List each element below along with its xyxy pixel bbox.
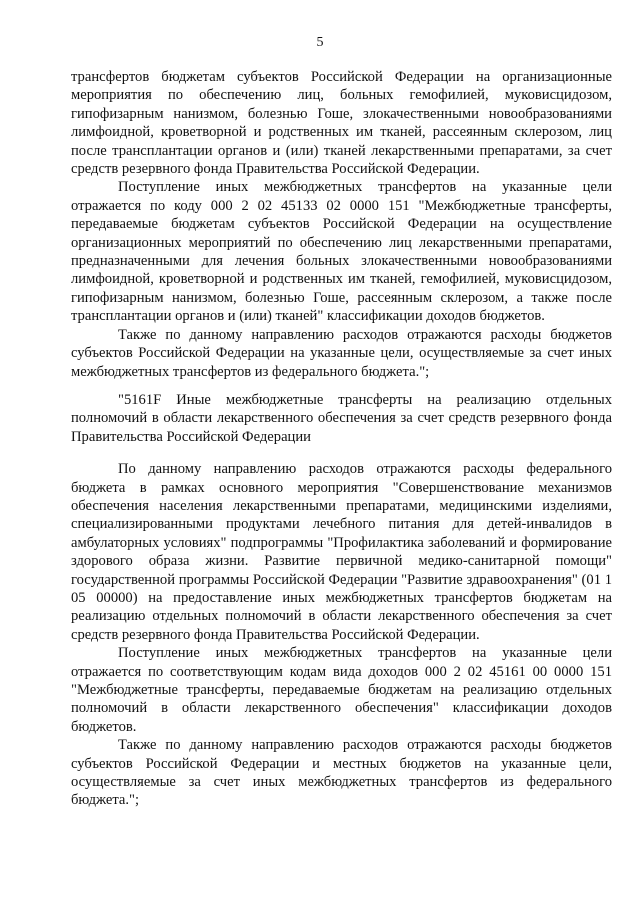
paragraph-section-heading-5161F: "5161F Иные межбюджетные трансферты на реализацию отдельных полномочий в области лекарственного обеспечения за счет средств резервного фонда Правительства Российской Федерации bbox=[71, 391, 612, 445]
paragraph-continuation: трансфертов бюджетам субъектов Российской Федерации на организационные мероприятия по обеспечению лиц, больных гемофилией, муковисцидозом, гипофизарным нанизмом, болезнью Гоше, злокачественными новообразованиями лимфоидной, кроветворной и родственных им тканей, рассеянным склерозом, лиц после трансплантации органов и (или) тканей лекарственными препаратами, за счет средств резервного фонда Правительства Российской Федерации. bbox=[71, 69, 612, 178]
paragraph-federal-expenses: По данному направлению расходов отражаются расходы федерального бюджета в рамках основного мероприятия "Совершенствование механизмов обеспечения населения лекарственными препаратами, медицинскими изделиями, специализированными продуктами лечебного питания для детей-инвалидов в амбулаторных условиях" подпрограммы "Профилактика заболеваний и формирование здорового образа жизни. Развитие первичной медико-санитарной помощи" государственной программы Российской Федерации "Развитие здравоохранения" (01 1 05 00000) на предоставление иных межбюджетных трансфертов бюджетам на реализацию отдельных полномочий в области лекарственного обеспечения за счет средств резервного фонда Правительства Российской Федерации. bbox=[71, 461, 612, 643]
paragraph-regional-local-expenses: Также по данному направлению расходов отражаются расходы бюджетов субъектов Российской Федерации и местных бюджетов на указанные цели, осуществляемые за счет иных межбюджетных трансфертов из федерального бюджета."; bbox=[71, 737, 612, 809]
paragraph-regional-expenses: Также по данному направлению расходов отражаются расходы бюджетов субъектов Российской Федерации на указанные цели, осуществляемые за счет иных межбюджетных трансфертов из федерального бюджета."; bbox=[71, 326, 612, 380]
document-body bbox=[71, 68, 612, 810]
page-number: 5 bbox=[316, 35, 324, 50]
paragraph-revenue-code-45161: Поступление иных межбюджетных трансфертов на указанные цели отражается по соответствующим кодам вида доходов 000 2 02 45161 00 0000 151 "Межбюджетные трансферты, передаваемые бюджетам на реализацию отдельных полномочий в области лекарственного обеспечения" классификации доходов бюджетов. bbox=[71, 645, 612, 735]
paragraph-revenue-code-45133: Поступление иных межбюджетных трансфертов на указанные цели отражается по коду 000 2 02 45133 02 0000 151 "Межбюджетные трансферты, передаваемые бюджетам субъектов Российской Федерации на осуществление организационных мероприятий по обеспечению лиц лекарственными препаратами, предназначенными для лечения больных злокачественными новообразованиями лимфоидной, кроветворной и родственных им тканей, гемофилией, муковисцидозом, гипофизарным нанизмом, болезнью Гоше, рассеянным склерозом, а также после трансплантации органов и (или) тканей" классификации доходов бюджетов. bbox=[71, 179, 612, 325]
